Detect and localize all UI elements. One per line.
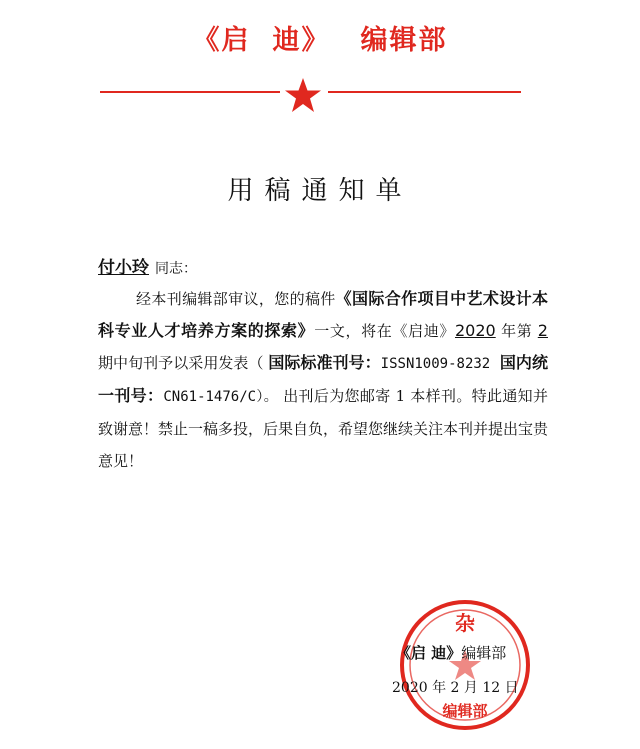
issn-value: ISSN1009-8232 [380, 356, 491, 372]
red-star-icon [284, 77, 322, 113]
body-text-2: 一文，将在《启迪》 [314, 322, 455, 340]
body-text-3: 年第 [495, 322, 538, 340]
publication-year: 2020 [454, 321, 496, 340]
cn-label: 国内统一刊号： [98, 353, 548, 405]
article-title: 《国际合作项目中艺术设计本科专业人才培养方案的探索》 [98, 289, 548, 340]
document-title: 用稿通知单 [227, 176, 413, 206]
seal-text-bottom: 编辑部 [442, 702, 488, 720]
notice-body [98, 283, 548, 477]
masthead-journal-part2: 迪》 [272, 25, 331, 56]
masthead-department: 编辑部 [360, 25, 448, 56]
body-text-4: 期中旬刊予以采用发表（ [98, 354, 269, 372]
red-rule-left [100, 91, 280, 93]
masthead [0, 18, 640, 57]
signature-journal: 《启 迪》 [396, 644, 462, 662]
body-text-5: 出刊后为您邮寄 1 本样刊。特此通知并致谢意！禁止一稿多投，后果自负，希望您继续关注本刊并提出宝贵意见！ [98, 387, 549, 470]
body-text-1: 经本刊编辑部审议，您的稿件 [136, 290, 336, 308]
salutation [98, 253, 197, 278]
official-seal [398, 598, 532, 732]
signature-department: 编辑部 [461, 644, 507, 662]
honorific: 同志： [155, 261, 197, 277]
recipient-name: 付小玲 [98, 258, 149, 278]
seal-text-top: 杂 [455, 611, 475, 635]
issn-label: 国际标准刊号： [268, 353, 381, 372]
signature-unit [396, 642, 506, 663]
signature-date: 2020 年 2 月 12 日 [392, 680, 519, 696]
issue-number: 2 [537, 321, 548, 340]
masthead-journal-part1: 《启 [192, 25, 251, 56]
cn-value: CN61-1476/C）。 [163, 389, 279, 405]
red-rule-right [328, 91, 521, 93]
